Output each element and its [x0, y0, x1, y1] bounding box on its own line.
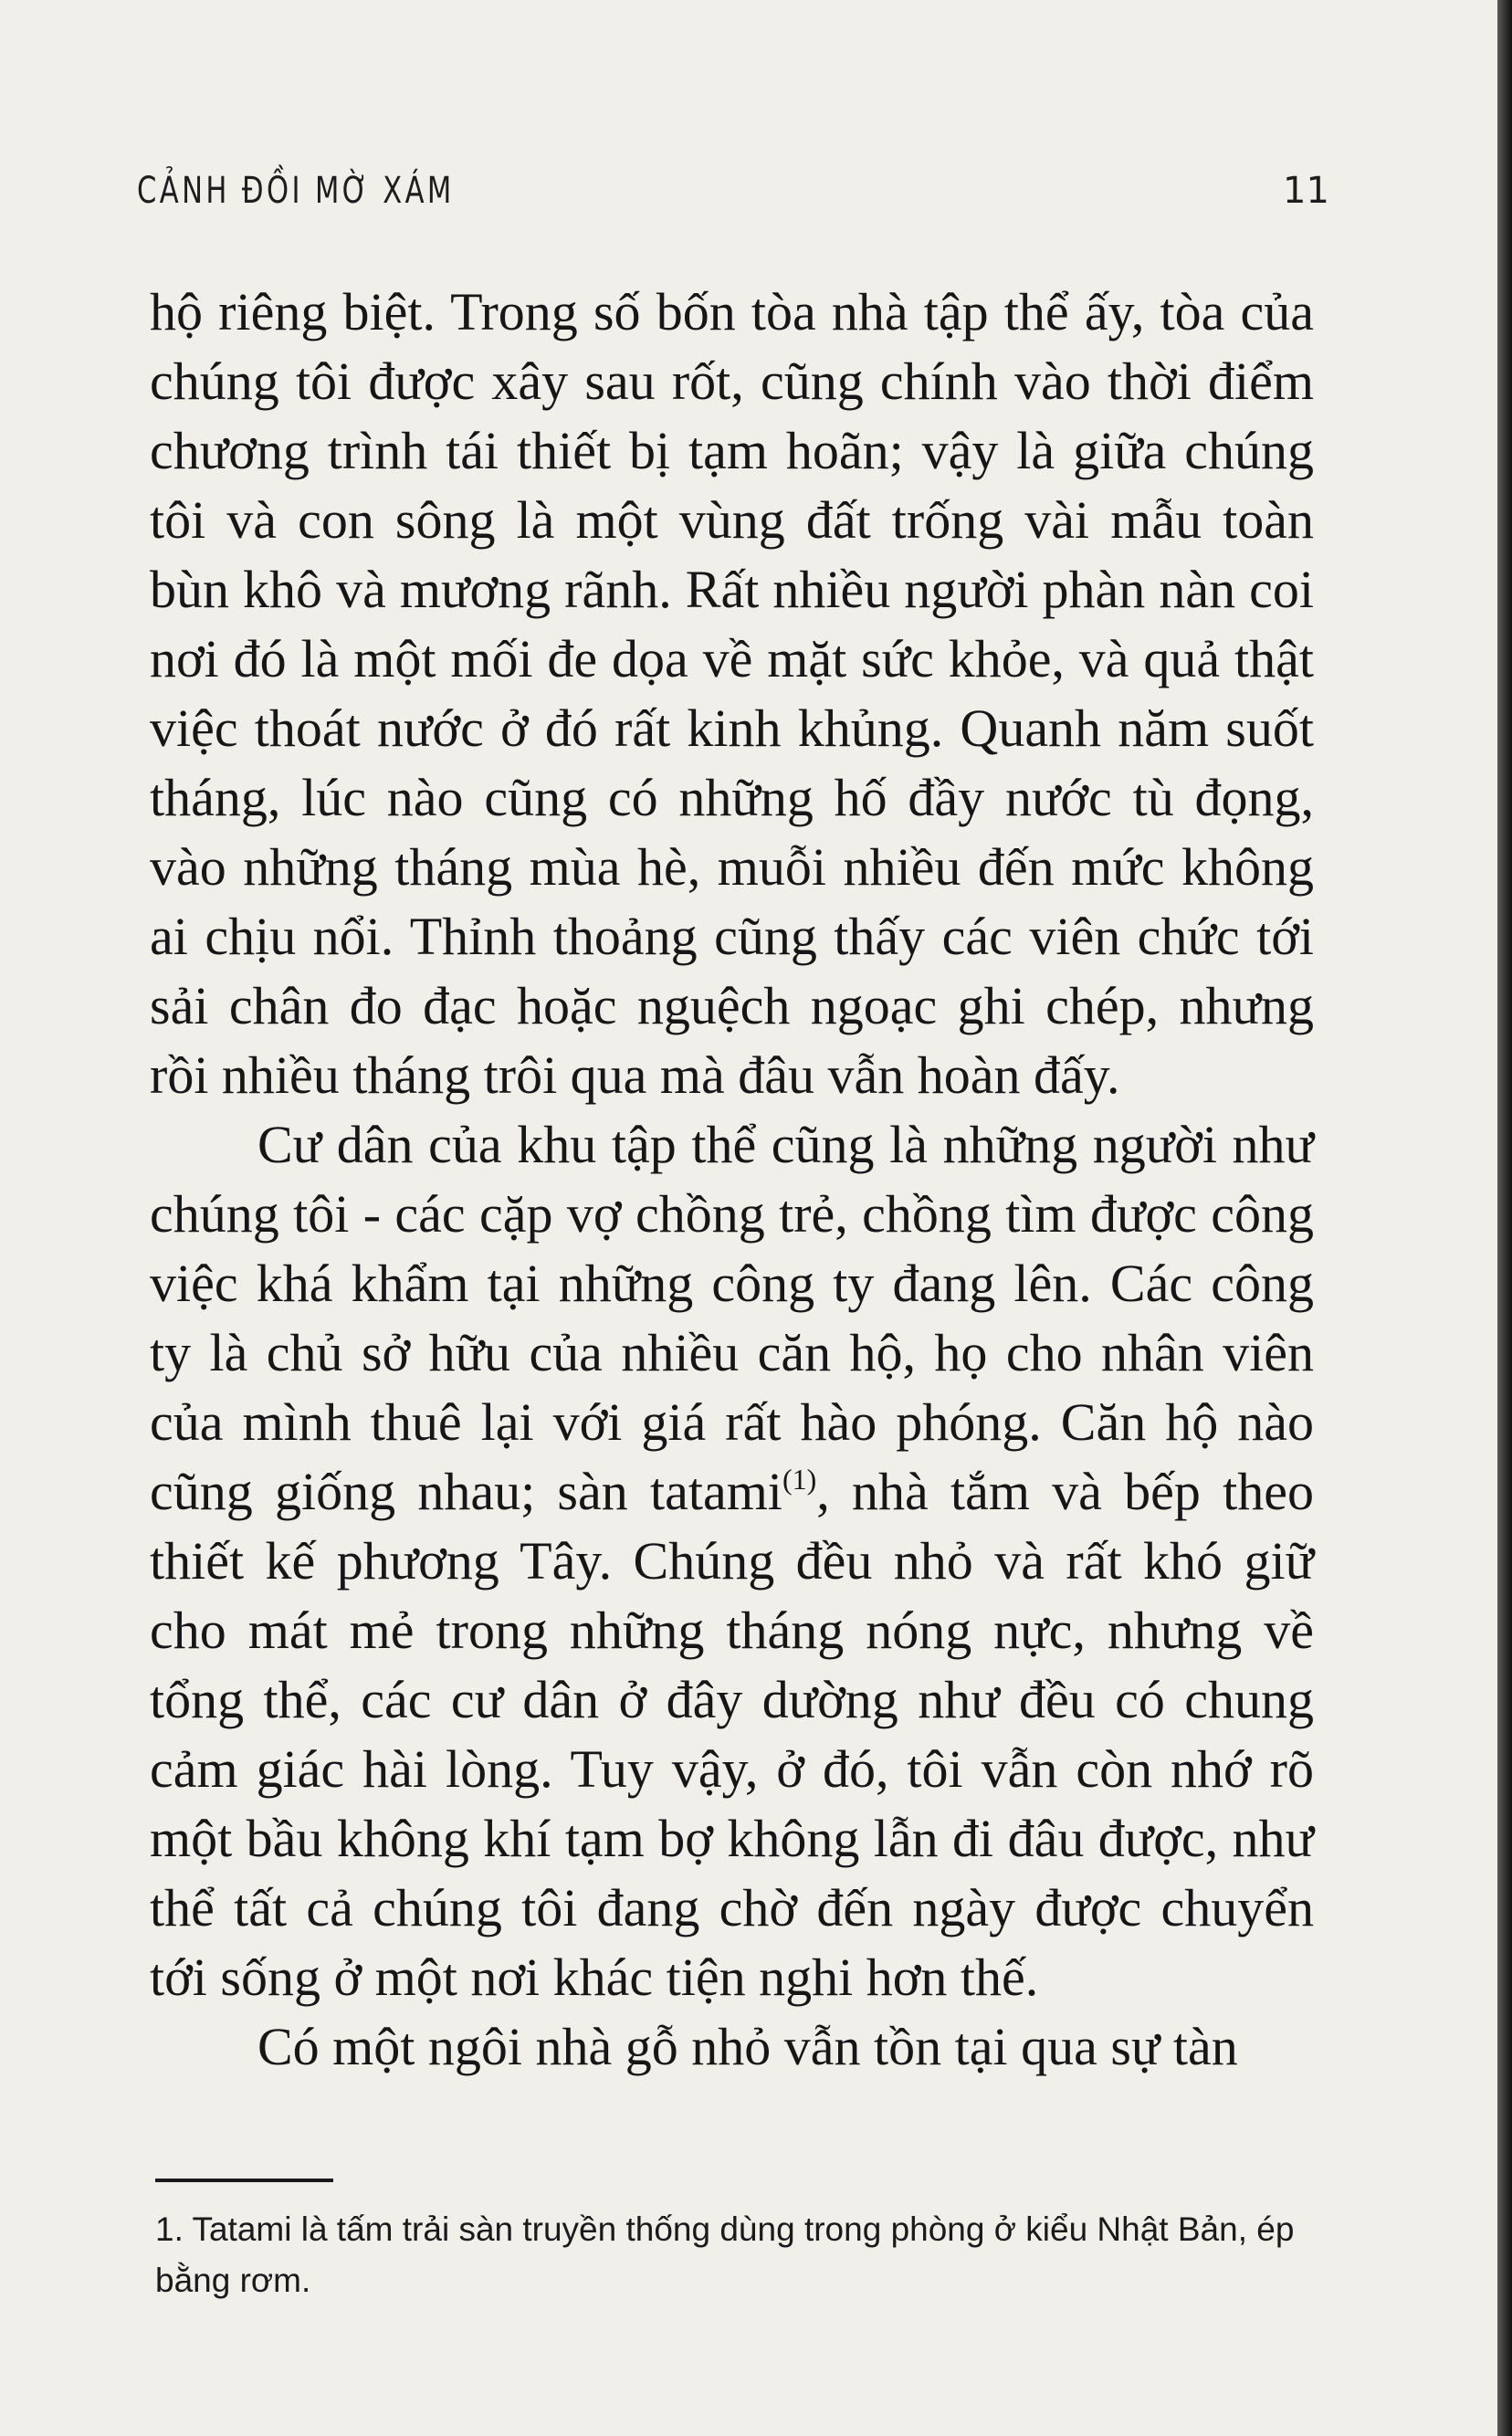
body-text [150, 278, 1314, 2082]
paragraph [150, 1110, 1314, 2012]
page-number: 11 [1283, 170, 1329, 212]
footnote-divider [155, 2179, 333, 2182]
paragraph-text: Cư dân của khu tập thể cũng là những người như chúng tôi - các cặp vợ chồng trẻ, chồng tìm được công việc khá khẩm tại những công ty đang lên. Các công ty là chủ sở hữu của nhiều căn hộ, họ cho nhân viên của mình thuê lại với giá rất hào phóng. Căn hộ nào cũng giống nhau; sàn tatami [150, 1115, 1314, 1521]
footnote-ref: (1) [782, 1463, 817, 1496]
paragraph: hộ riêng biệt. Trong số bốn tòa nhà tập thể ấy, tòa của chúng tôi được xây sau rốt, cũng chính vào thời điểm chương trình tái thiết bị tạm hoãn; vậy là giữa chúng tôi và con sông là một vùng đất trống vài mẫu toàn bùn khô và mương rãnh. Rất nhiều người phàn nàn coi nơi đó là một mối đe dọa về mặt sức khỏe, và quả thật việc thoát nước ở đó rất kinh khủng. Quanh năm suốt tháng, lúc nào cũng có những hố đầy nước tù đọng, vào những tháng mùa hè, muỗi nhiều đến mức không ai chịu nổi. Thỉnh thoảng cũng thấy các viên chức tới sải chân đo đạc hoặc nguệch ngoạc ghi chép, nhưng rồi nhiều tháng trôi qua mà đâu vẫn hoàn đấy. [150, 282, 1314, 1105]
paragraph: Có một ngôi nhà gỗ nhỏ vẫn tồn tại qua sự tàn [257, 2017, 1238, 2076]
paragraph-text: , nhà tắm và bếp theo thiết kế phương Tây. Chúng đều nhỏ và rất khó giữ cho mát mẻ trong những tháng nóng nực, nhưng về tổng thể, các cư dân ở đây dường như đều có chung cảm giác hài lòng. Tuy vậy, ở đó, tôi vẫn còn nhớ rõ một bầu không khí tạm bợ không lẫn đi đâu được, như thể tất cả chúng tôi đang chờ đến ngày được chuyển tới sống ở một nơi khác tiện nghi hơn thế. [150, 1462, 1314, 2007]
footnote: 1. Tatami là tấm trải sàn truyền thống dùng trong phòng ở kiểu Nhật Bản, ép bằng rơm. [155, 2210, 1295, 2299]
page-edge-shadow [1497, 0, 1512, 2436]
running-title: CẢNH ĐỒI MỜ XÁM [137, 170, 455, 212]
